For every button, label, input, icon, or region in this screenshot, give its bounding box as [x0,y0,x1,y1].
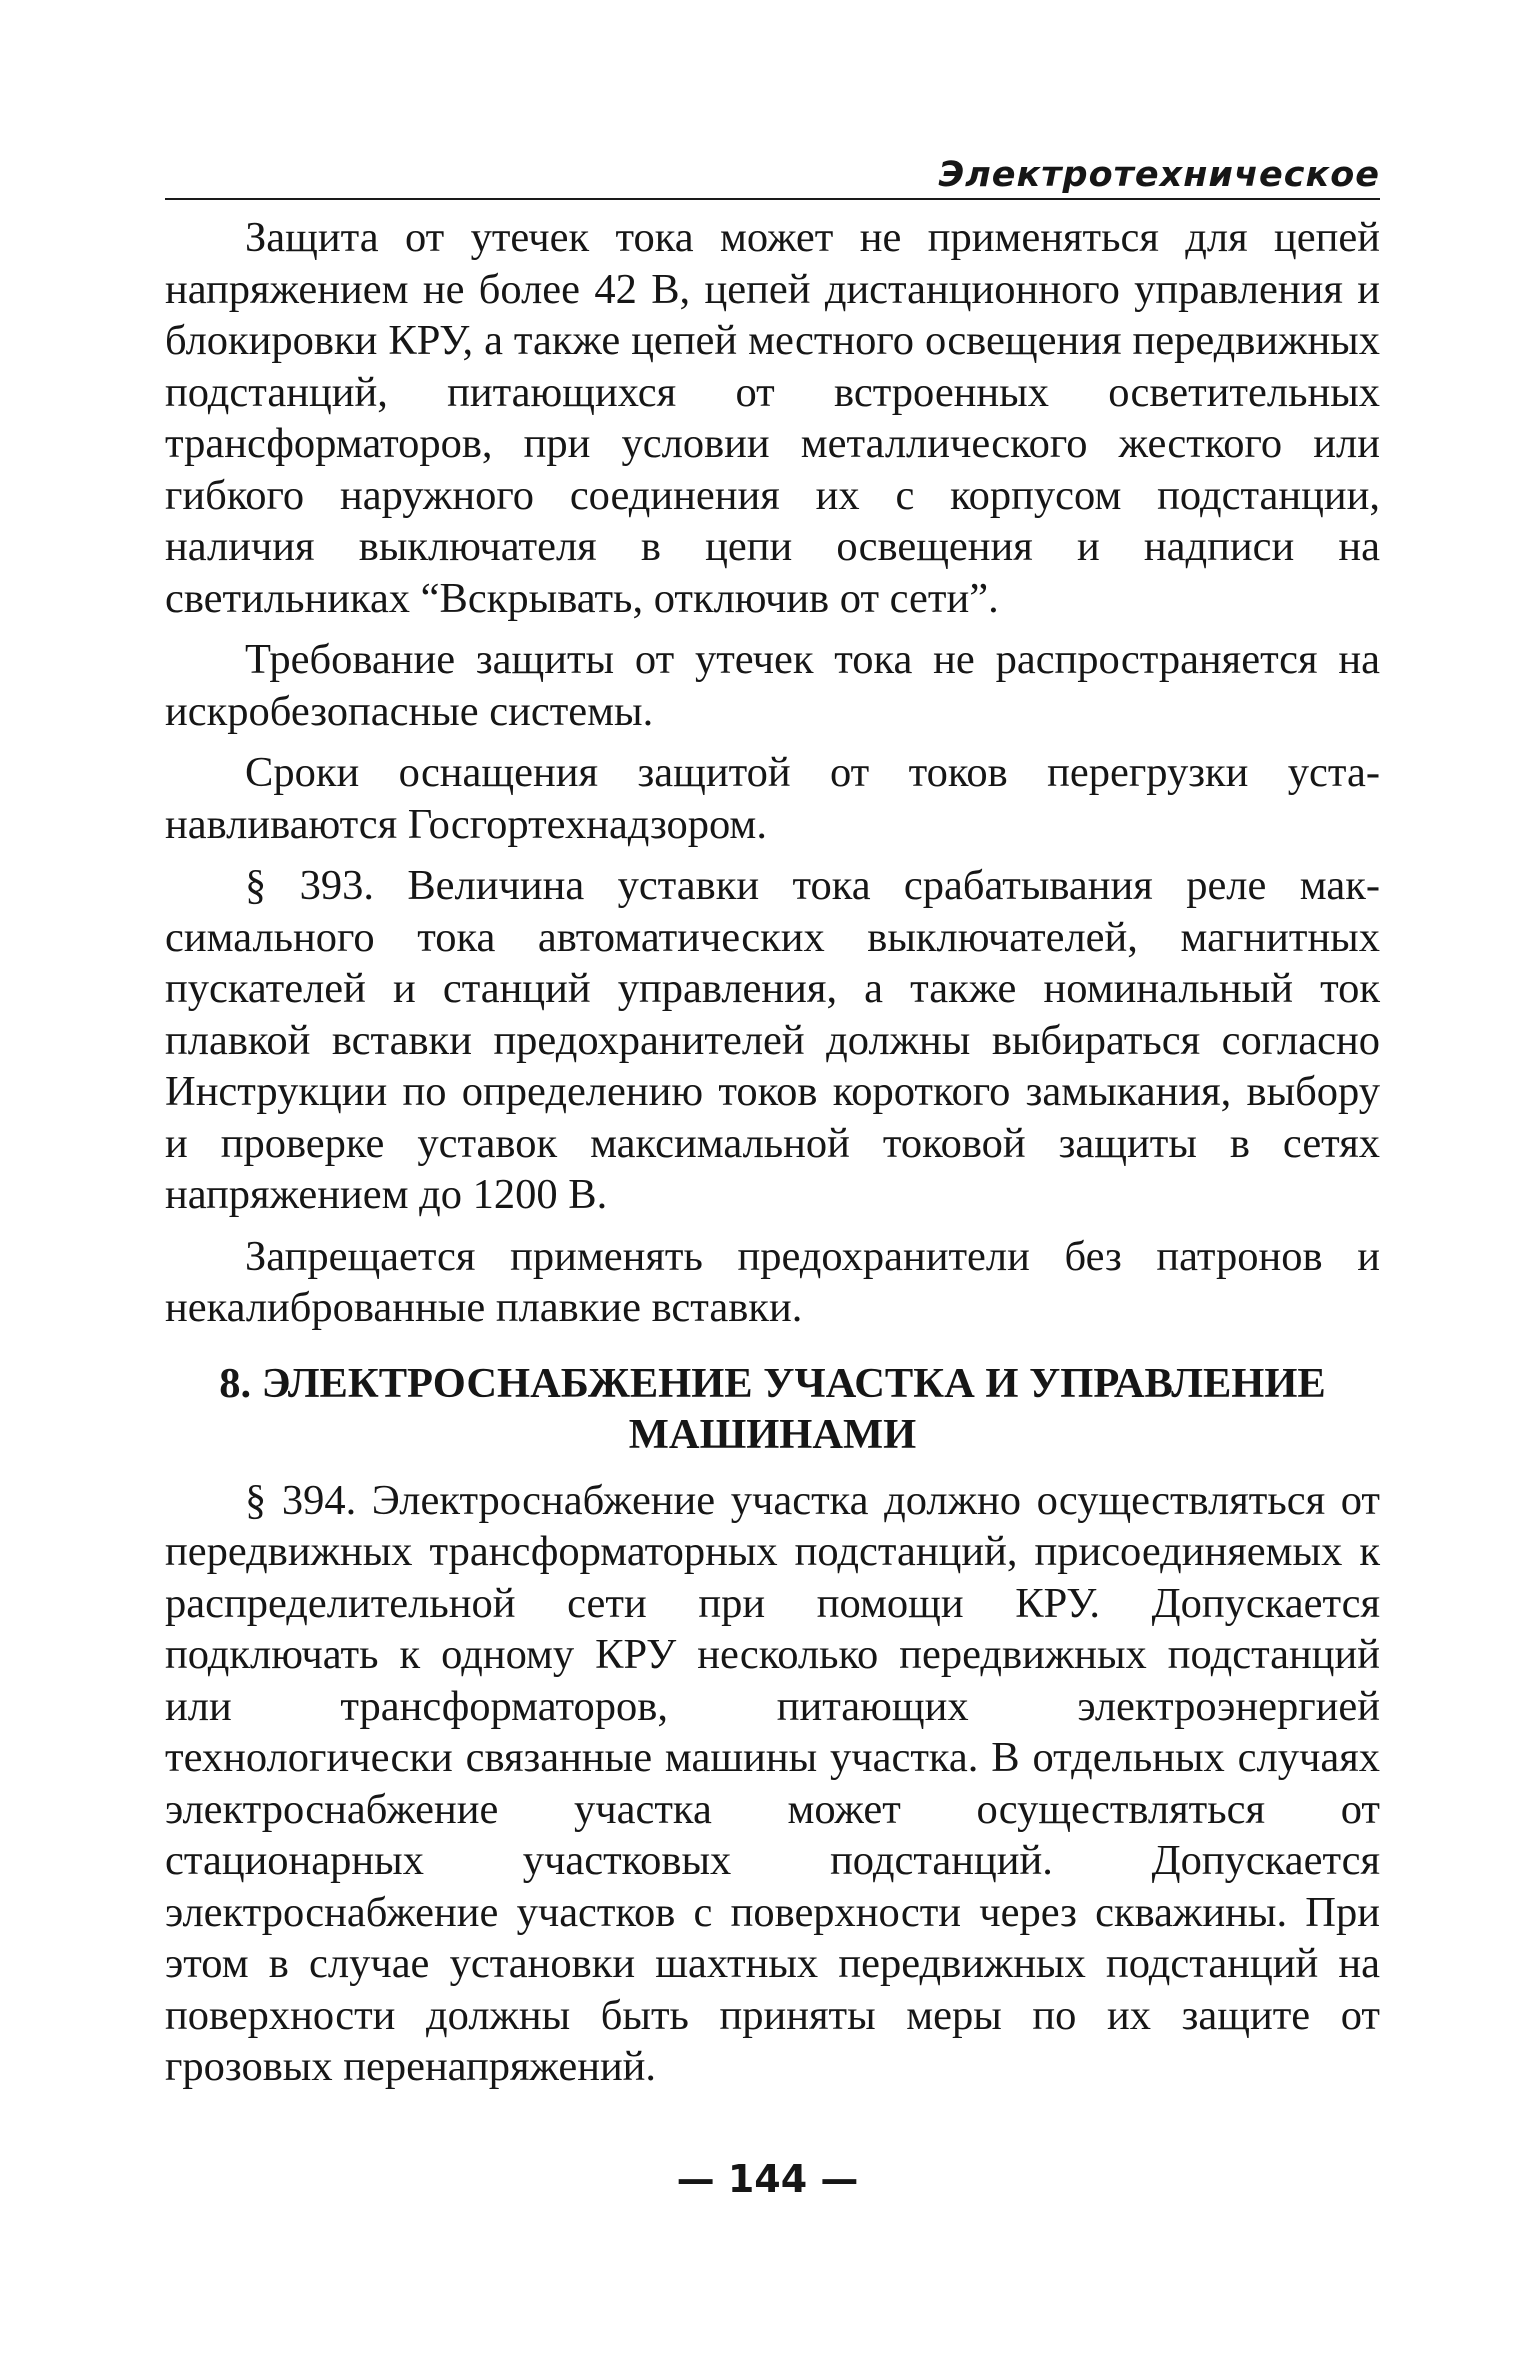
running-head-title: Электротехническое [938,155,1380,195]
running-header [165,140,1380,200]
page-number: — 144 — [676,2157,859,2201]
paragraph-overload-deadlines: Сроки оснащения защитой от токов перегрузки устанавливаются Госгортехнадзором. [165,749,1380,848]
body-text [165,212,1380,2093]
paragraph-section-393: § 393. Величина уставки тока срабатывания реле максимального тока автоматических выключателей, магнитных пускателей и станций управления, а также номинальный ток плавкой вставки предохранителей должны выбираться согласно Инструкции по определению токов короткого замыкания, выбору и проверке уставок максимальной токовой защиты в сетях напряжением до 1200 В. [165,862,1380,1218]
paragraph-section-394: § 394. Электроснабжение участка должно осуществляться от передвижных трансформаторных подстанций, присоединяемых к распределительной сети при помощи КРУ. Допускается подключать к одному КРУ несколько передвижных подстанций или трансформаторов, питающих электроэнергией технологически связанные машины участка. В отдельных случаях электроснабжение участка может осуществляться от стационарных участковых подстанций. Допускается электроснабжение участков с поверхности через скважины. При этом в случае установки шахтных передвижных подстанций на поверхности должны быть приняты меры по их защите от грозовых перенапряжений. [165,1476,1380,2090]
page-content [165,140,1380,2103]
section-heading-line-1: 8. ЭЛЕКТРОСНАБЖЕНИЕ УЧАСТКА И УПРАВЛЕНИЕ [219,1359,1326,1407]
paragraph-intrinsic-safety: Требование защиты от утечек тока не распространяется на искробезопасные системы. [165,636,1380,735]
section-heading [165,1358,1380,1461]
paragraph-leakage-protection: Защита от утечек тока может не применяться для цепей напряжением не более 42 В, цепей дистанционного управления и блокировки КРУ, а также цепей местного освещения передвижных подстанций, питающихся от встроенных осветительных трансформаторов, при условии металлического жесткого или гибкого наружного соединения их с корпусом подстанции, наличия выключателя в цепи освещения и надписи на светильниках “Вскрывать, отключив от сети”. [165,214,1380,622]
paragraph-fuse-prohibition: Запрещается применять предохранители без патронов и некалиброванные плавкие вставки. [165,1232,1380,1331]
section-heading-line-2: МАШИНАМИ [628,1411,917,1458]
